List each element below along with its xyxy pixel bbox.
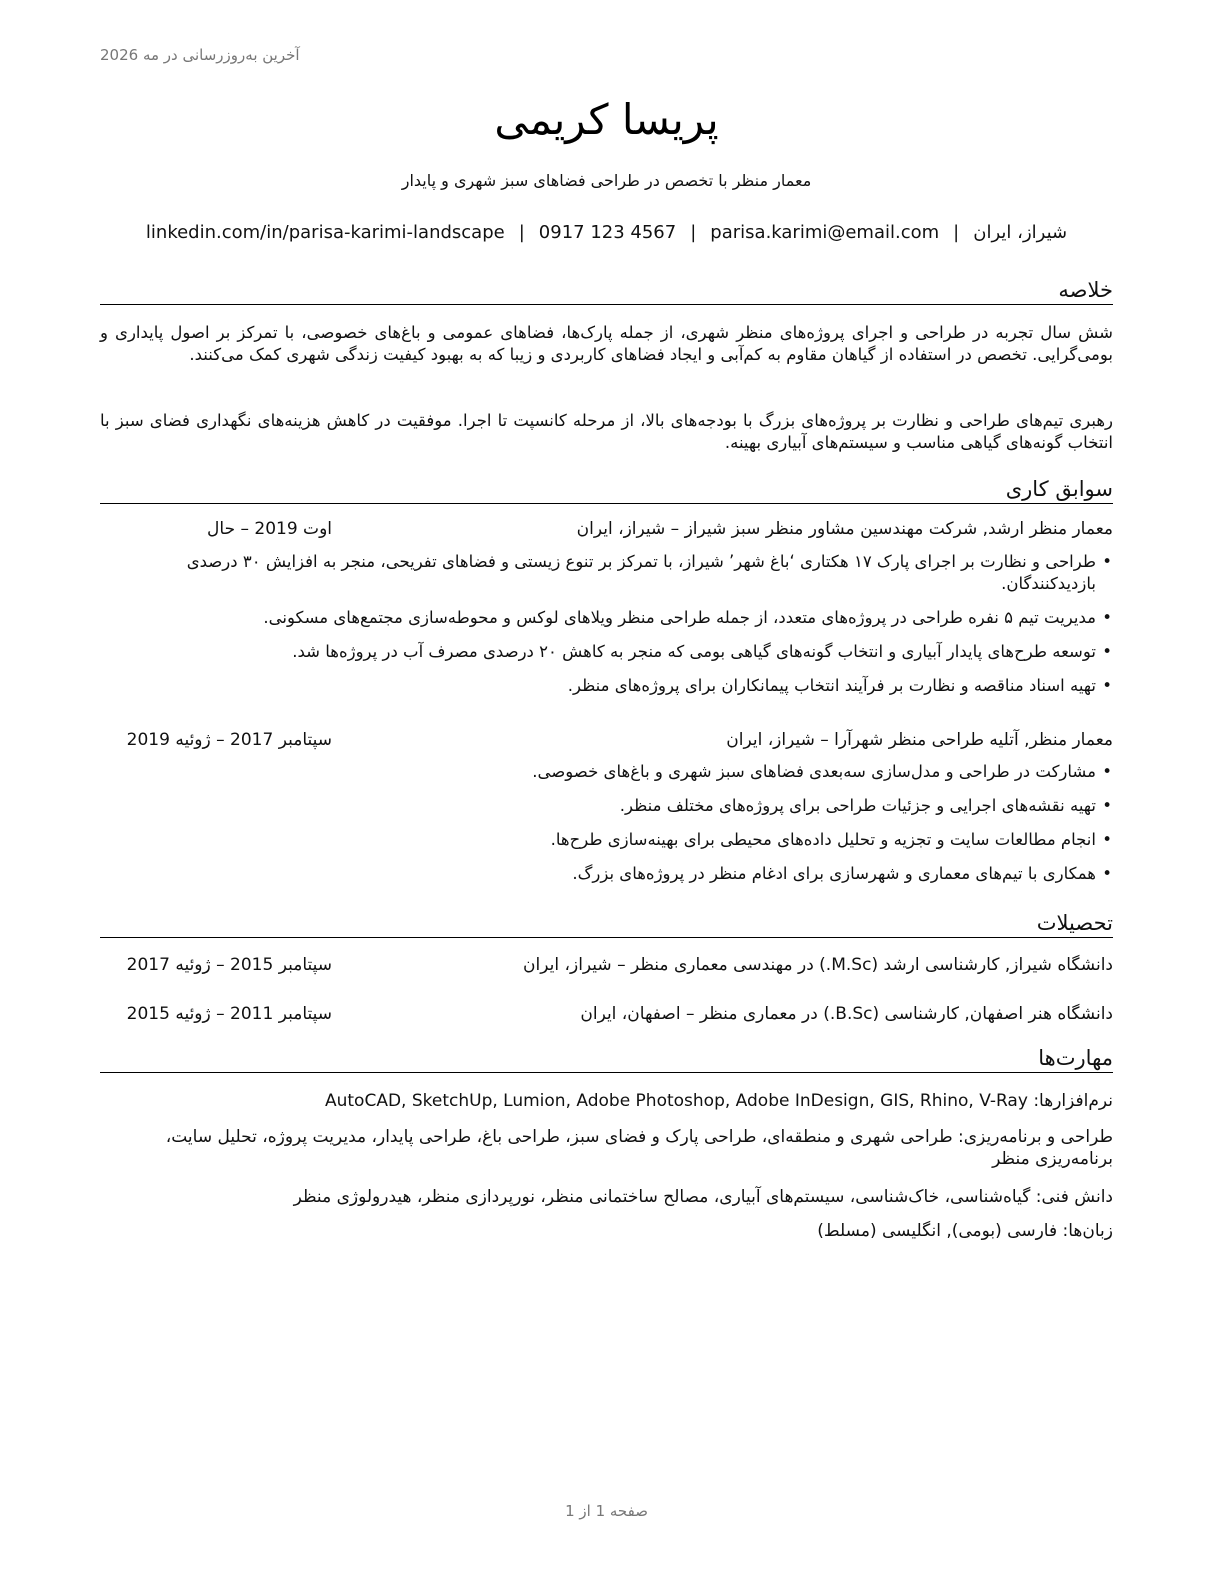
education-entry (100, 1004, 1113, 1028)
summary-paragraph: رهبری تیم‌های طراحی و نظارت بر پروژه‌های بزرگ با بودجه‌های بالا، از مرحله کانسپت تا اجرا. موفقیت در کاهش هزینه‌های نگهداری فضای سبز با انتخاب گونه‌های گیاهی مناسب و سیستم‌های آبیاری بهینه. (100, 411, 1113, 452)
job-header (100, 519, 1113, 543)
skill-line: زبان‌ها: فارسی (بومی), انگلیسی (مسلط) (817, 1221, 1113, 1241)
contact-separator: | (690, 222, 697, 243)
education-degree: دانشگاه شیراز, کارشناسی ارشد (M.Sc.) در مهندسی معماری منظر – شیراز، ایران (523, 955, 1113, 975)
job-bullet: • طراحی و نظارت بر اجرای پارک ۱۷ هکتاری ‘باغ شهر’ شیراز، با تمرکز بر تنوع زیستی و فضاهای تفریحی، منجر به افزایش ۳۰ درصدی بازدیدکنندگان. (100, 551, 1113, 595)
last-updated-note: آخرین به‌روزرسانی در مه 2026 (100, 46, 300, 64)
professional-title: معمار منظر با تخصص در طراحی فضاهای سبز شهری و پایدار (401, 171, 812, 190)
job-bullet: • تهیه نقشه‌های اجرایی و جزئیات طراحی برای پروژه‌های مختلف منظر. (100, 795, 1113, 817)
job-dates: اوت 2019 – حال (207, 519, 332, 539)
job-role: معمار منظر ارشد, شرکت مهندسین مشاور منظر سبز شیراز – شیراز، ایران (576, 519, 1113, 539)
resume-page (100, 0, 1113, 1584)
job-bullet: • توسعه طرح‌های پایدار آبیاری و انتخاب گونه‌های گیاهی بومی که منجر به کاهش ۲۰ درصدی مصرف آب در پروژه‌ها شد. (100, 641, 1113, 663)
summary-heading: خلاصه (100, 276, 1113, 305)
skill-line: طراحی و برنامه‌ریزی: طراحی شهری و منطقه‌ای، طراحی پارک و فضای سبز، طراحی باغ، طراحی پایدار، مدیریت پروژه، تحلیل سایت، برنامه‌ریزی منظر (165, 1127, 1113, 1169)
job-bullet: • همکاری با تیم‌های معماری و شهرسازی برای ادغام منظر در پروژه‌های بزرگ. (100, 863, 1113, 885)
contact-linkedin[interactable]: linkedin.com/in/parisa-karimi-landscape (145, 222, 505, 243)
page-number: صفحه 1 از 1 (565, 1502, 648, 1520)
skills-heading: مهارت‌ها (100, 1044, 1113, 1073)
education-entry (100, 955, 1113, 979)
job-bullets (100, 761, 1113, 897)
contact-separator: | (518, 222, 525, 243)
education-dates: سپتامبر 2015 – ژوئیه 2017 (126, 955, 332, 975)
job-bullet: • مشارکت در طراحی و مدل‌سازی سه‌بعدی فضاهای سبز شهری و باغ‌های خصوصی. (100, 761, 1113, 783)
skill-line: دانش فنی: گیاه‌شناسی، خاک‌شناسی، سیستم‌های آبیاری، مصالح ساختمانی منظر، نورپردازی منظر، هیدرولوژی منظر (293, 1187, 1113, 1207)
contact-line (100, 222, 1113, 243)
job-bullets (100, 551, 1113, 709)
job-bullet: • تهیه اسناد مناقصه و نظارت بر فرآیند انتخاب پیمانکاران برای پروژه‌های منظر. (100, 675, 1113, 697)
education-degree: دانشگاه هنر اصفهان, کارشناسی (B.Sc.) در معماری منظر – اصفهان، ایران (580, 1004, 1113, 1024)
contact-phone[interactable]: 0917 123 4567 (538, 222, 677, 243)
contact-separator: | (953, 222, 960, 243)
job-bullet: • انجام مطالعات سایت و تجزیه و تحلیل داده‌های محیطی برای بهینه‌سازی طرح‌ها. (100, 829, 1113, 851)
contact-location: شیراز، ایران (973, 222, 1068, 243)
skill-line: نرم‌افزارها: AutoCAD, SketchUp, Lumion, Adobe Photoshop, Adobe InDesign, GIS, Rhino, V-Ray (324, 1091, 1113, 1111)
experience-heading: سوابق کاری (100, 475, 1113, 504)
job-role: معمار منظر, آتلیه طراحی منظر شهرآرا – شیراز، ایران (726, 730, 1113, 750)
job-bullet: • مدیریت تیم ۵ نفره طراحی در پروژه‌های متعدد، از جمله طراحی منظر ویلاهای لوکس و محوطه‌سازی مجتمع‌های مسکونی. (100, 607, 1113, 629)
contact-email[interactable]: parisa.karimi@email.com (710, 222, 940, 243)
education-dates: سپتامبر 2011 – ژوئیه 2015 (126, 1004, 332, 1024)
job-header (100, 730, 1113, 754)
education-heading: تحصیلات (100, 909, 1113, 938)
candidate-name: پریسا کریمی (494, 95, 719, 144)
job-dates: سپتامبر 2017 – ژوئیه 2019 (126, 730, 332, 750)
summary-paragraph: شش سال تجربه در طراحی و اجرای پروژه‌های منظر شهری، از جمله پارک‌ها، فضاهای عمومی و باغ‌های خصوصی، با تمرکز بر اصول پایداری و بومی‌گرایی. تخصص در استفاده از گیاهان مقاوم به کم‌آبی و ایجاد فضاهای کاربردی و زیبا که به بهبود کیفیت زندگی شهری کمک می‌کنند. (100, 323, 1113, 364)
